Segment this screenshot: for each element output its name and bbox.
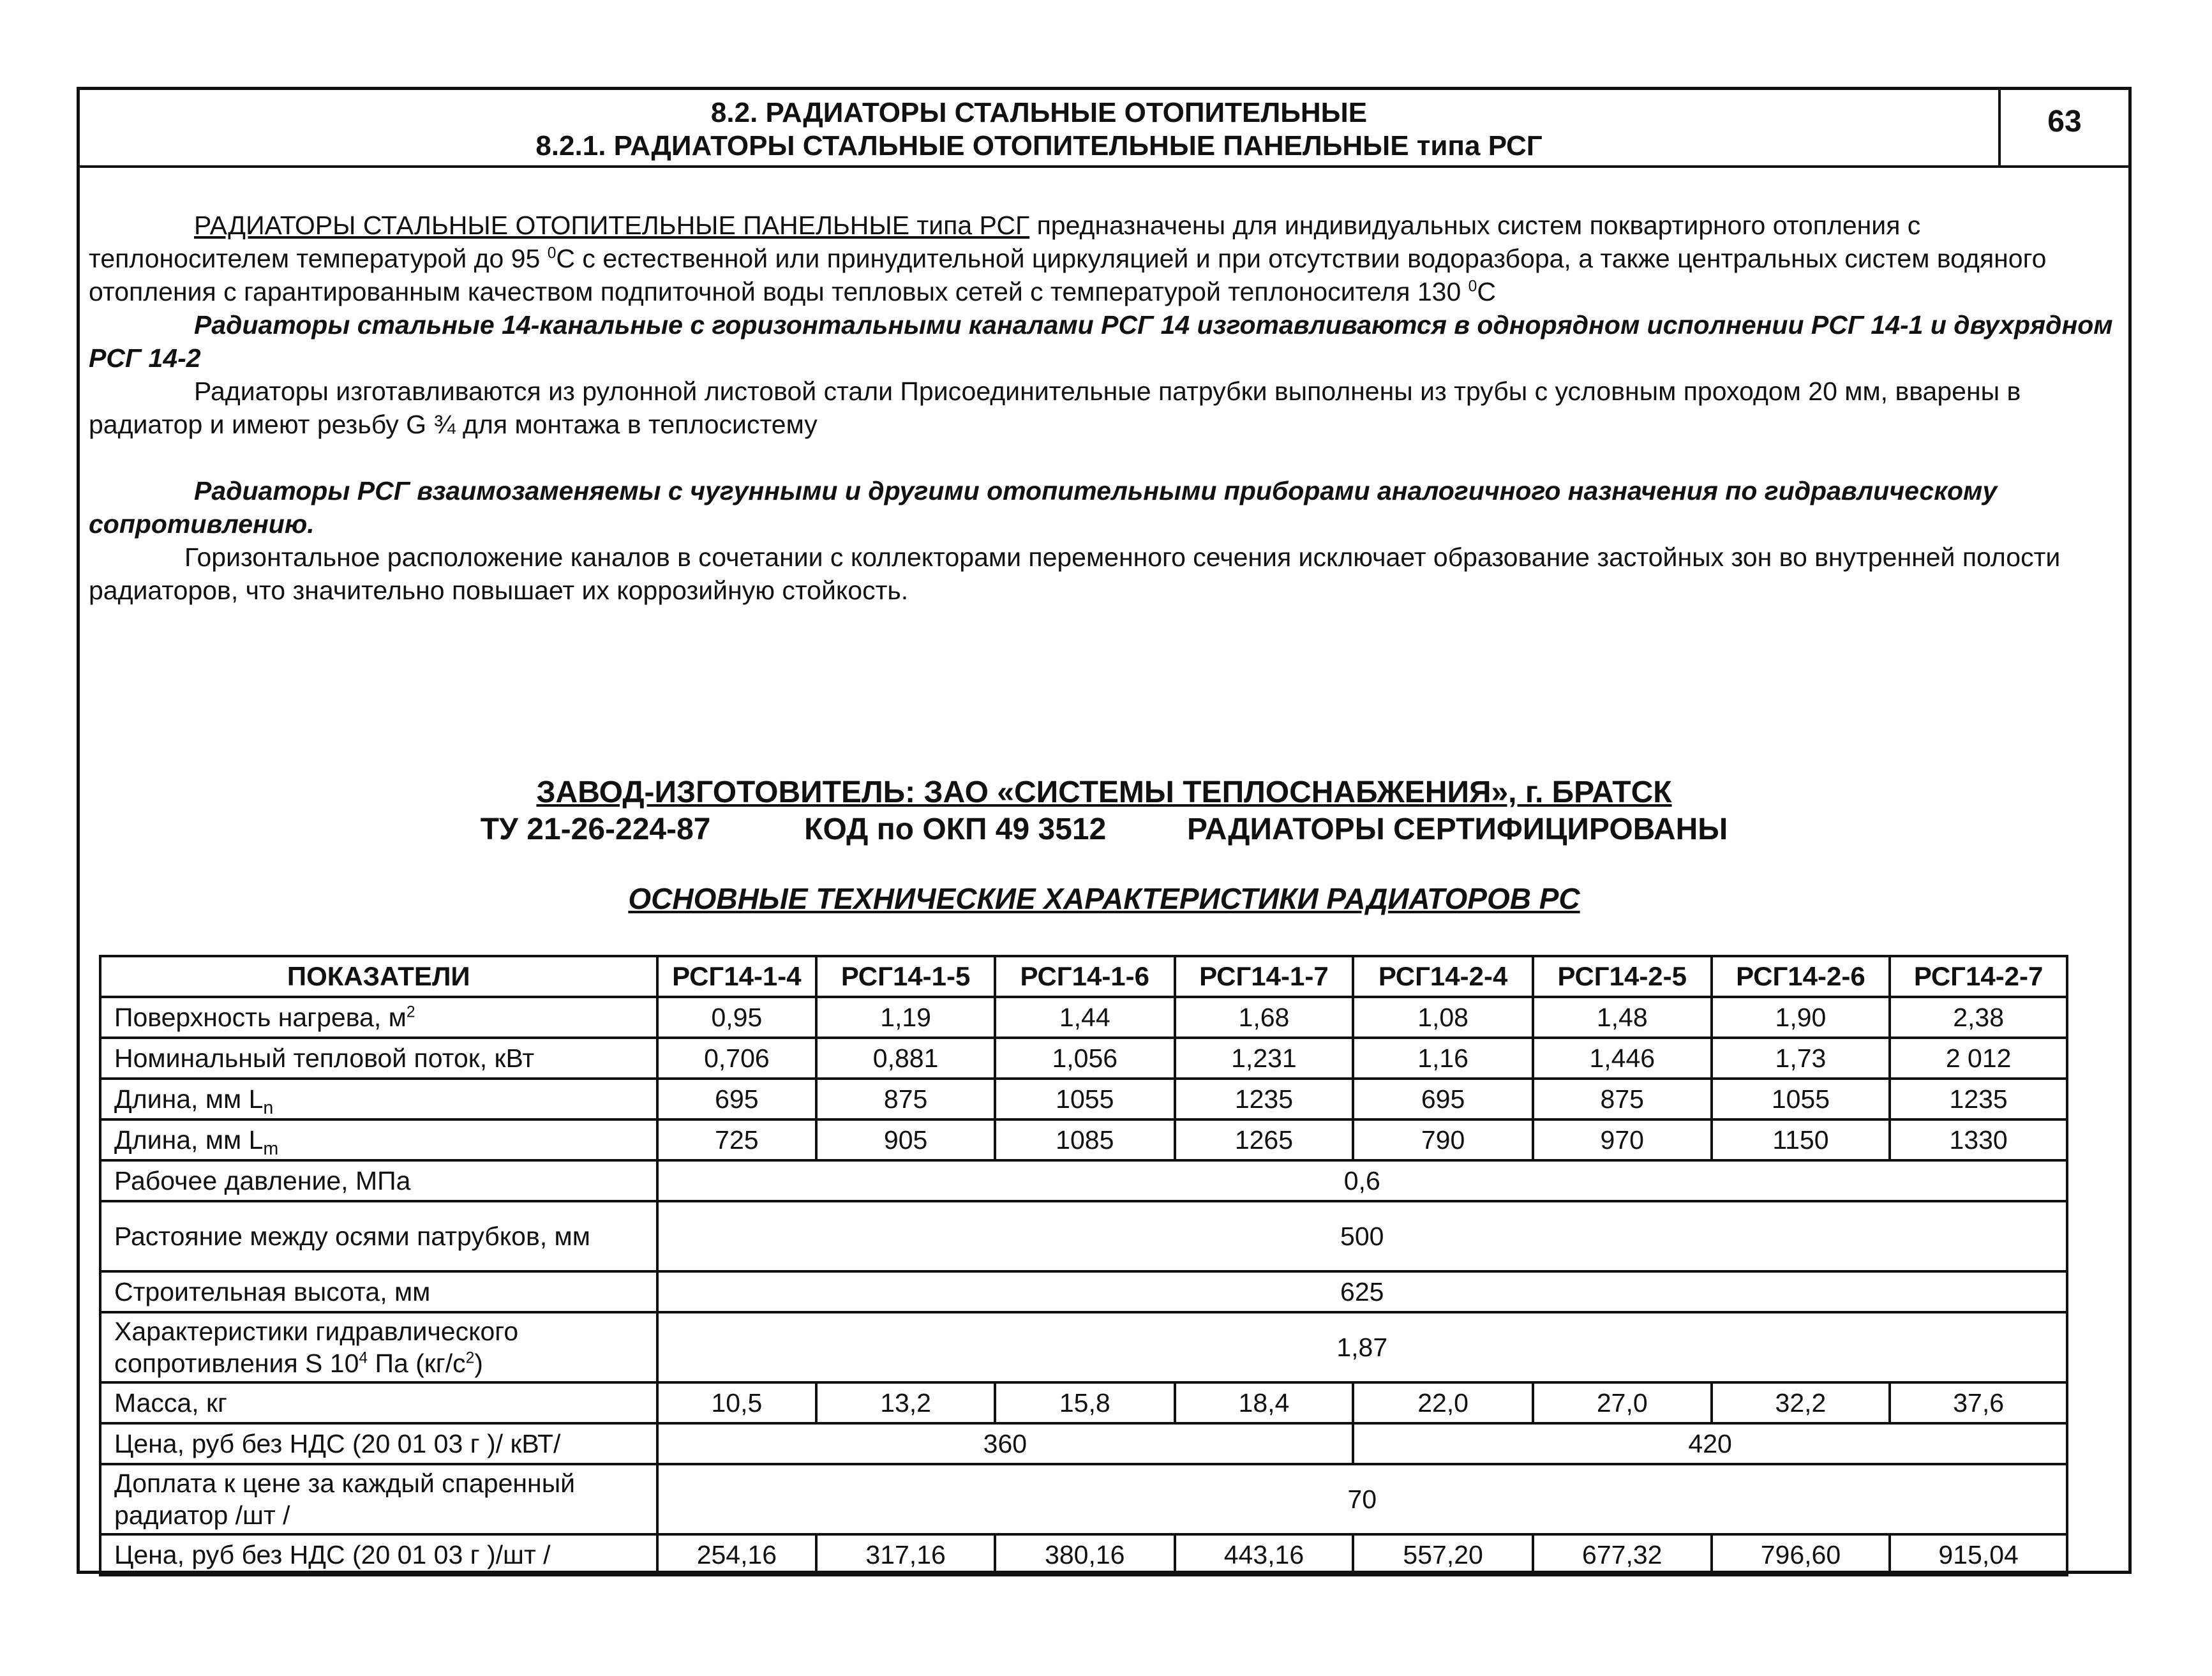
- row-label-text: Поверхность нагрева, м: [114, 1003, 407, 1032]
- table-cell: 27,0: [1533, 1382, 1712, 1423]
- row-label: [100, 997, 657, 1038]
- table-row-flow: [100, 1038, 2067, 1079]
- row-label: [100, 1119, 657, 1160]
- manufacturer-line: ЗАВОД-ИЗГОТОВИТЕЛЬ: ЗАО «СИСТЕМЫ ТЕПЛОСНАБЖЕНИЯ», г. БРАТСК: [536, 775, 1672, 809]
- row-label: Цена, руб без НДС (20 01 03 г )/шт /: [100, 1534, 657, 1575]
- table-cell: 1,48: [1533, 997, 1712, 1038]
- intro-paragraph: [89, 209, 2125, 308]
- intro-text-3: С: [1477, 277, 1496, 306]
- table-cell: 725: [657, 1119, 817, 1160]
- table-cell: 1,056: [995, 1038, 1175, 1079]
- row-label: Номинальный тепловой поток, кВт: [100, 1038, 657, 1079]
- table-cell: 625: [657, 1271, 2067, 1312]
- column-header: РСГ14-1-6: [995, 956, 1175, 997]
- table-cell: 875: [1533, 1079, 1712, 1119]
- row-label: Доплата к цене за каждый спаренный радиатор /шт /: [100, 1464, 657, 1534]
- label-sub: n: [263, 1098, 274, 1119]
- specs-table: [99, 955, 2068, 1576]
- spacer: [89, 441, 2125, 474]
- intro-text-2: С с естественной или принудительной циркуляцией и при отсутствии водоразбора, а также центральных систем водяного отопления с гарантированным качеством подпиточной воды тепловых сетей с температурой теплоносителя 130: [89, 244, 2047, 306]
- table-row-length-n: [100, 1079, 2067, 1119]
- table-cell: 796,60: [1712, 1534, 1890, 1575]
- certification-note: РАДИАТОРЫ СЕРТИФИЦИРОВАНЫ: [1187, 812, 1728, 846]
- column-header: РСГ14-2-4: [1353, 956, 1533, 997]
- degree-sup-1: 0: [547, 244, 557, 262]
- table-cell: 70: [657, 1464, 2067, 1534]
- paragraph-manufacture: Радиаторы изготавливаются из рулонной листовой стали Присоединительные патрубки выполнены из трубы с условным проходом 20 мм, вварены в радиатор и имеют резьбу G ¾ для монтажа в теплосистему: [89, 377, 2021, 439]
- table-cell: 1330: [1890, 1119, 2067, 1160]
- table-cell: 22,0: [1353, 1382, 1533, 1423]
- table-header-row: [100, 956, 2067, 997]
- table-cell: 677,32: [1533, 1534, 1712, 1575]
- table-row-pressure: [100, 1160, 2067, 1201]
- table-row-height: [100, 1271, 2067, 1312]
- row-label: Рабочее давление, МПа: [100, 1160, 657, 1201]
- table-cell: 1150: [1712, 1119, 1890, 1160]
- table-cell: 380,16: [995, 1534, 1175, 1575]
- row-label: [100, 1312, 657, 1382]
- paragraph-corrosion: Горизонтальное расположение каналов в сочетании с коллекторами переменного сечения исключает образование застойных зон во внутренней полости радиаторов, что значительно повышает их коррозийную стойкость.: [89, 542, 2061, 605]
- page-header: [80, 90, 2128, 168]
- table-cell: 1,73: [1712, 1038, 1890, 1079]
- exponent-sup: 4: [359, 1349, 368, 1367]
- table-cell: 2 012: [1890, 1038, 2067, 1079]
- table-row-price-kw: [100, 1423, 2067, 1464]
- row-label: Строительная высота, мм: [100, 1271, 657, 1312]
- table-cell: 790: [1353, 1119, 1533, 1160]
- table-cell: 1,90: [1712, 997, 1890, 1038]
- row-label: [100, 1079, 657, 1119]
- table-cell: 1,68: [1175, 997, 1354, 1038]
- table-cell: 1,87: [657, 1312, 2067, 1382]
- column-header: РСГ14-1-5: [816, 956, 995, 997]
- column-header: РСГ14-2-6: [1712, 956, 1890, 997]
- table-cell: 1,446: [1533, 1038, 1712, 1079]
- column-header: РСГ14-1-4: [657, 956, 817, 997]
- table-cell: 443,16: [1175, 1534, 1354, 1575]
- label-sub: m: [263, 1139, 279, 1160]
- table-row-hydraulic: [100, 1312, 2067, 1382]
- table-row-surface: [100, 997, 2067, 1038]
- exponent-sup: 2: [465, 1349, 475, 1367]
- table-row-axis: [100, 1201, 2067, 1271]
- table-cell: 360: [657, 1423, 1354, 1464]
- row-label-text: Характеристики гидравлического сопротивления S 10: [114, 1317, 519, 1378]
- table-cell: 317,16: [816, 1534, 995, 1575]
- table-cell: 18,4: [1175, 1382, 1354, 1423]
- table-cell: 10,5: [657, 1382, 817, 1423]
- table-cell: 1,16: [1353, 1038, 1533, 1079]
- table-cell: 970: [1533, 1119, 1712, 1160]
- table-cell: 0,95: [657, 997, 817, 1038]
- column-header: РСГ14-2-7: [1890, 956, 2067, 997]
- column-header: РСГ14-2-5: [1533, 956, 1712, 997]
- spec-line: [80, 811, 2128, 848]
- table-cell: 1085: [995, 1119, 1175, 1160]
- table-cell: 15,8: [995, 1382, 1175, 1423]
- table-title: ОСНОВНЫЕ ТЕХНИЧЕСКИЕ ХАРАКТЕРИСТИКИ РАДИАТОРОВ РС: [628, 882, 1580, 915]
- table-cell: 254,16: [657, 1534, 817, 1575]
- manufacturer-block: [80, 774, 2128, 848]
- row-label: Растояние между осями патрубков, мм: [100, 1201, 657, 1271]
- subsection-title: 8.2.1. РАДИАТОРЫ СТАЛЬНЫЕ ОТОПИТЕЛЬНЫЕ ПАНЕЛЬНЫЕ типа РСГ: [535, 130, 1543, 161]
- table-cell: 0,6: [657, 1160, 2067, 1201]
- row-label-text: Длина, мм L: [114, 1125, 264, 1155]
- table-row-surcharge: [100, 1464, 2067, 1534]
- page-frame: [77, 87, 2132, 1574]
- table-cell: 32,2: [1712, 1382, 1890, 1423]
- table-cell: 875: [816, 1079, 995, 1119]
- degree-sup-2: 0: [1468, 278, 1477, 296]
- table-cell: 0,881: [816, 1038, 995, 1079]
- table-cell: 695: [657, 1079, 817, 1119]
- table-cell: 500: [657, 1201, 2067, 1271]
- table-cell: 1055: [1712, 1079, 1890, 1119]
- intro-lead: РАДИАТОРЫ СТАЛЬНЫЕ ОТОПИТЕЛЬНЫЕ ПАНЕЛЬНЫЕ типа РСГ: [194, 211, 1030, 240]
- table-cell: 695: [1353, 1079, 1533, 1119]
- column-header: ПОКАЗАТЕЛИ: [100, 956, 657, 997]
- unit-sup: 2: [406, 1003, 415, 1021]
- table-cell: 0,706: [657, 1038, 817, 1079]
- intro-text-1: предназначены для индивидуальных систем поквартирного отопления с теплоносителем температурой до 95: [89, 211, 1921, 273]
- header-titles: [80, 96, 1998, 163]
- row-label: Цена, руб без НДС (20 01 03 г )/ кВТ/: [100, 1423, 657, 1464]
- table-cell: 915,04: [1890, 1534, 2067, 1575]
- table-cell: 557,20: [1353, 1534, 1533, 1575]
- table-cell: 1265: [1175, 1119, 1354, 1160]
- table-cell: 1235: [1890, 1079, 2067, 1119]
- description-text: [89, 209, 2125, 607]
- table-row-price-pc: [100, 1534, 2067, 1575]
- paragraph-interchangeable: Радиаторы РСГ взаимозаменяемы с чугунными и другими отопительными приборами аналогичного назначения по гидравлическому сопротивлению.: [89, 476, 1998, 539]
- row-label-text: ): [474, 1349, 483, 1378]
- table-row-mass: [100, 1382, 2067, 1423]
- table-cell: 1235: [1175, 1079, 1354, 1119]
- page-number: 63: [1998, 90, 2128, 165]
- okp-code: КОД по ОКП 49 3512: [804, 812, 1107, 846]
- table-cell: 2,38: [1890, 997, 2067, 1038]
- column-header: РСГ14-1-7: [1175, 956, 1354, 997]
- table-cell: 1,08: [1353, 997, 1533, 1038]
- table-cell: 37,6: [1890, 1382, 2067, 1423]
- row-label-text: Длина, мм L: [114, 1084, 264, 1114]
- table-cell: 13,2: [816, 1382, 995, 1423]
- table-cell: 1055: [995, 1079, 1175, 1119]
- tu-code: ТУ 21-26-224-87: [480, 812, 711, 846]
- row-label-text: Па (кг/с: [368, 1349, 466, 1378]
- table-cell: 1,231: [1175, 1038, 1354, 1079]
- table-row-length-m: [100, 1119, 2067, 1160]
- paragraph-channels: Радиаторы стальные 14-канальные с горизонтальными каналами РСГ 14 изготавливаются в однорядном исполнении РСГ 14-1 и двухрядном РСГ 14-2: [89, 310, 2113, 373]
- table-cell: 420: [1353, 1423, 2067, 1464]
- section-title: 8.2. РАДИАТОРЫ СТАЛЬНЫЕ ОТОПИТЕЛЬНЫЕ: [710, 97, 1368, 128]
- table-cell: 905: [816, 1119, 995, 1160]
- table-cell: 1,19: [816, 997, 995, 1038]
- table-cell: 1,44: [995, 997, 1175, 1038]
- row-label: Масса, кг: [100, 1382, 657, 1423]
